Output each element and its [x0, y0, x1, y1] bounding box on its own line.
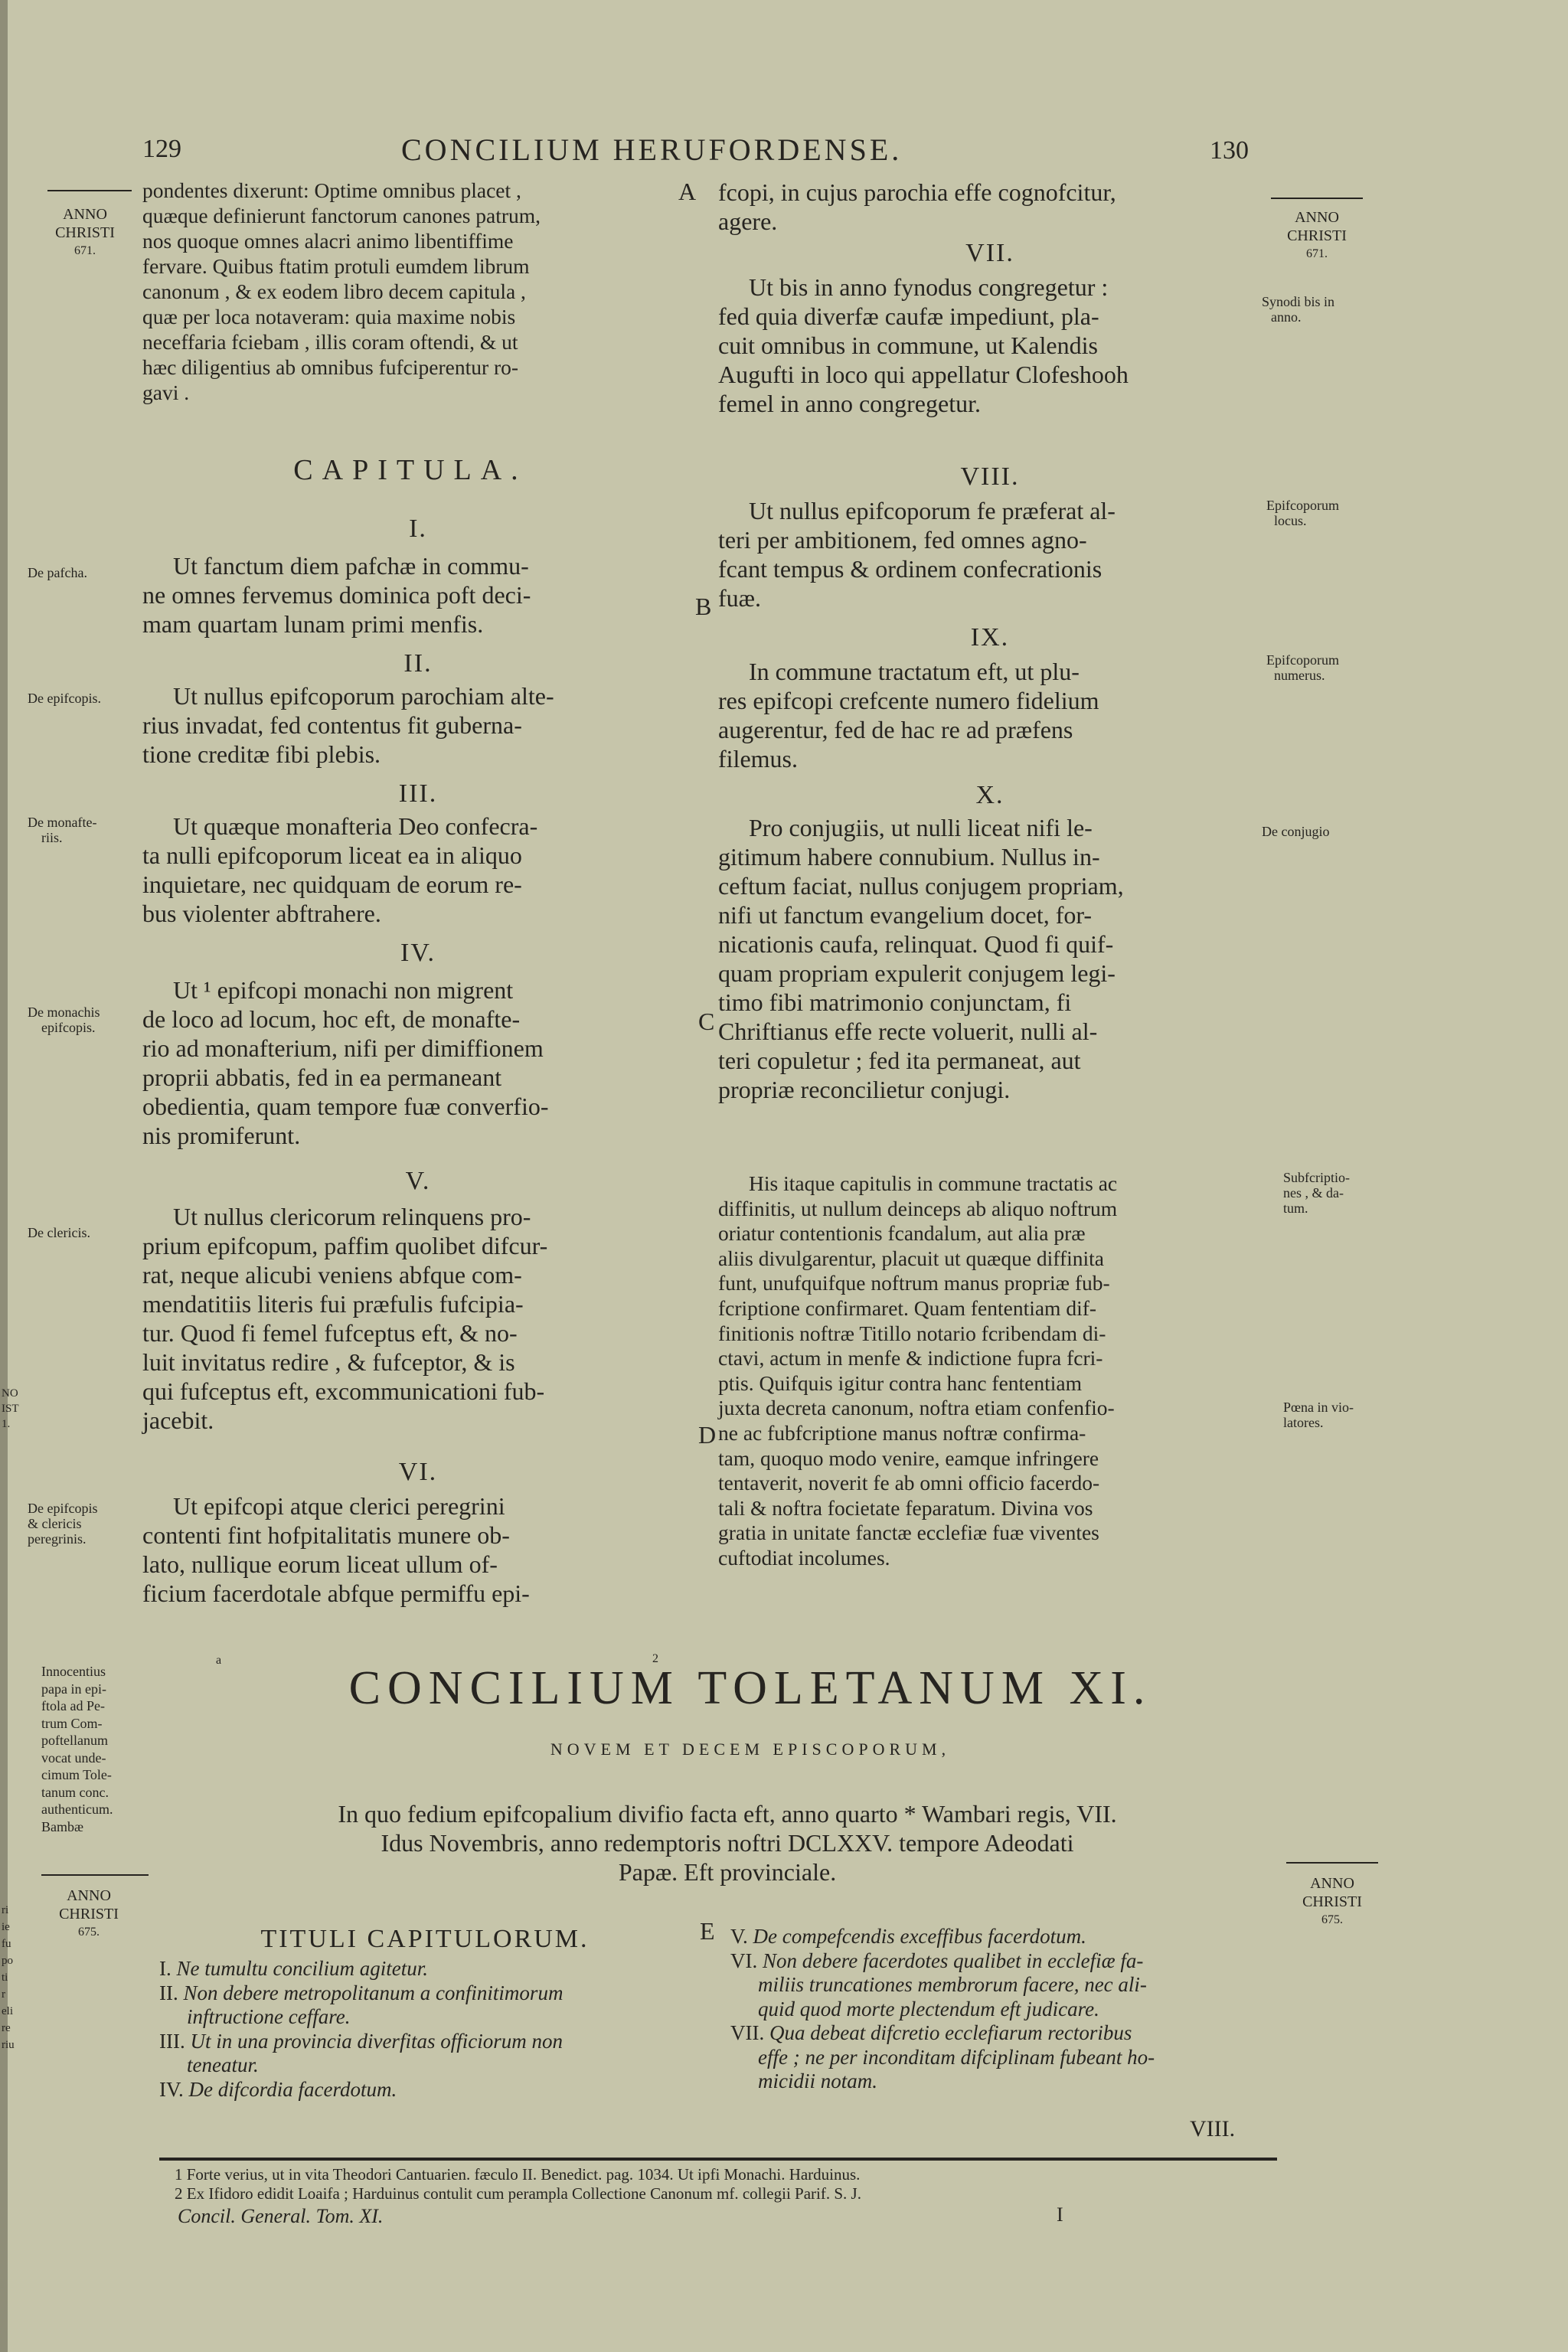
- footnotes: [175, 2165, 1292, 2203]
- footnote-2: 2 Ex Ifidoro edidit Loaifa ; Harduinus contulit cum perampla Collectione Canonum mf. collegii Parif. S. J.: [175, 2184, 861, 2203]
- chapter-4-text: Ut ¹ epifcopi monachi non migrent de loco ad locum, hoc eft, de monafte- rio ad monafterium, nifi per dimiffionem proprii abbatis, fed in ea permaneant obedientia, quam tempore fuæ converfio- nis promiferunt.: [142, 976, 549, 1149]
- tituli-list-right: V. De compefcendis exceffibus facerdotum. VI. Non debere facerdotes qualibet in ecclefiæ fa- miliis truncationes membrorum facere, nec ali- quid quod morte plectendum eft judicare. VII. Qua debeat difcretio ecclefiarum rectoribus effe ; ne per inconditam difciplinam fubeant ho- micidii notam.: [730, 1925, 1282, 2094]
- toletanum-subtitle: NOVEM ET DECEM EPISCOPORUM,: [550, 1740, 951, 1759]
- chapter-number-6: VI.: [398, 1458, 438, 1486]
- center-letter-c: C: [698, 1008, 715, 1035]
- toletanum-description: In quo fedium epifcopalium divifio facta eft, anno quarto * Wambari regis, VII. Idus Novembris, anno redemptoris noftri DCLXXV. tempore Adeodati Papæ. Eft provinciale.: [338, 1800, 1117, 1886]
- tituli-list-left: I. Ne tumultu concilium agitetur. II. Non debere metropolitanum a confinitimorum inftructione ceffare. III. Ut in una provincia diverfitas officiorum non teneatur. IV. De difcordia facerdotum.: [159, 1957, 710, 2102]
- titulus-3: III. Ut in una provincia diverfitas officiorum non: [159, 2029, 563, 2053]
- margin-anno-left-bottom: ANNO CHRISTI 675.: [59, 1887, 119, 1939]
- chapter-number-8: VIII.: [960, 462, 1020, 491]
- margin-rule-right-top: [1271, 198, 1363, 199]
- titulus-2: II. Non debere metropolitanum a confinitimorum: [159, 1981, 564, 2004]
- toletanum-title: CONCILIUM TOLETANUM XI.: [348, 1662, 1152, 1714]
- left-intro: pondentes dixerunt: Optime omnibus placet , quæque definierunt fanctorum canones patrum, nos quoque omnes alacri animo libentiffime fervare. Quibus ftatim protuli eumdem librum canonum , & ex eodem libro decem capitula , quæ per loca notaveram: quia maxime nobis neceffaria fciebam , illis coram oftendi, & ut hæc diligentius ab omnibus fufciperentur ro- gavi .: [142, 178, 541, 404]
- right-page-number: 130: [1210, 136, 1249, 165]
- titulus-5: V. De compefcendis exceffibus facerdotum.: [730, 1925, 1086, 1948]
- chapter-3-text: Ut quæque monafteria Deo confecra- ta nulli epifcoporum liceat ea in aliquo inquietare, nec quidquam de eorum re- bus violenter abftrahere.: [142, 812, 538, 927]
- footnote-1: 1 Forte verius, ut in vita Theodori Cantuarien. fæculo II. Benedict. pag. 1034. Ut ipfi Monachi. Harduinus.: [175, 2165, 861, 2184]
- margin-note-poena: Pœna in vio- latores.: [1283, 1400, 1354, 1430]
- chapter-number-7: VII.: [965, 239, 1014, 267]
- capitula-heading: CAPITULA.: [293, 454, 528, 486]
- margin-anno-right-top: ANNO CHRISTI 671.: [1287, 209, 1347, 260]
- chapter-number-9: IX.: [970, 623, 1010, 652]
- chapter-2-text: Ut nullus epifcoporum parochiam alte- rius invadat, fed contentus fit guberna- tione creditæ fibi plebis.: [142, 682, 554, 768]
- chapter-7-text: Ut bis in anno fynodus congregetur : fed quia diverfæ caufæ impediunt, pla- cuit omnibus in commune, ut Kalendis Augufti in loco qui appellatur Clofeshooh femel in anno congregetur.: [718, 273, 1129, 417]
- center-letter-d: D: [698, 1421, 717, 1449]
- center-letter-a: A: [678, 178, 697, 205]
- margin-note-clericis: De clericis.: [28, 1225, 90, 1240]
- running-header: CONCILIUM HERUFORDENSE.: [401, 132, 903, 167]
- margin-rule-left-bottom: [41, 1874, 149, 1876]
- margin-note-conjugio: De conjugio: [1262, 824, 1330, 839]
- chapter-number-5: V.: [405, 1167, 431, 1195]
- facing-page-fragment: NO IST 1.: [2, 1387, 19, 1430]
- chapter-9-text: In commune tractatum eft, ut plu- res epifcopi crefcente numero fidelium augerentur, fed de hac re ad præfens filemus.: [718, 658, 1099, 773]
- catchword: VIII.: [1190, 2116, 1236, 2141]
- chapter-number-2: II.: [403, 649, 433, 678]
- chapter-8-text: Ut nullus epifcoporum fe præferat al- teri per ambitionem, fed omnes agno- fcant tempus & ordinem confecrationis fuæ.: [718, 497, 1116, 612]
- gathering-signature: I: [1057, 2203, 1063, 2226]
- chapter-number-1: I.: [409, 514, 427, 543]
- right-intro: fcopi, in cujus parochia effe cognofcitur, agere.: [718, 178, 1116, 235]
- volume-signature: Concil. General. Tom. XI.: [178, 2205, 384, 2227]
- titulus-1: I. Ne tumultu concilium agitetur.: [159, 1957, 428, 1980]
- margin-rule-left-top: [47, 190, 132, 191]
- note-mark-title-left: a: [216, 1654, 222, 1667]
- chapter-6-text: Ut epifcopi atque clerici peregrini contenti fint hofpitalitatis munere ob- lato, nullique eorum liceat ullum of- ficium facerdotale abfque permiffu epi-: [142, 1492, 530, 1607]
- closing-paragraph: His itaque capitulis in commune tractatis ac diffinitis, ut nullum deinceps ab aliquo noftrum oriatur contentionis fcandalum, aut alia præ aliis divulgarentur, placuit ut quæque diffinita funt, unufquifque noftrum manus propriæ fub- fcriptione confirmaret. Quam fententiam dif- finitionis noftræ Titillo notario fcribendam di- ctavi, actum in menfe & indictione fupra fcri- ptis. Quifquis igitur contra hanc fententiam juxta decreta canonum, noftra etiam confenfio- ne ac fubfcriptione manus noftræ confirma- tam, quoquo modo venire, eamque infringere tentaverit, noverit fe ab omni officio facerdo- tali & noftra focietate feparatum. Divina vos gratia in unitate fanctæ ecclefiæ fuæ viventes cuftodiat incolumes.: [718, 1171, 1118, 1570]
- chapter-5-text: Ut nullus clericorum relinquens pro- prium epifcopum, paffim quolibet difcur- rat, neque alicubi veniens abfque com- mendatitiis literis fui præfulis fufcipia- tur. Quod fi femel fufceptus eft, & no- luit invitatus redire , & fufceptor, & is qui fufceptus eft, excommunicationi fub- jacebit.: [142, 1203, 548, 1434]
- margin-anno-left-top: ANNO CHRISTI 671.: [55, 206, 115, 257]
- titulus-4: IV. De difcordia facerdotum.: [159, 2077, 397, 2101]
- margin-note-episcoporum-locus: Epifcoporum locus.: [1266, 498, 1339, 528]
- margin-note-pascha: De pafcha.: [28, 565, 87, 580]
- margin-note-monachis: De monachis epifcopis.: [28, 1004, 100, 1035]
- margin-note-monasteriis: De monafte- riis.: [28, 815, 97, 845]
- margin-note-innocentius: Innocentius papa in epi- ftola ad Pe- trum Com- poftellanum vocat unde- cimum Tole- tanum conc. authenticum. Bambæ: [41, 1664, 113, 1834]
- titulus-6: VI. Non debere facerdotes qualibet in ecclefiæ fa-: [730, 1949, 1144, 1972]
- facing-page-fragment-lower: ri ie fu po ti r eli re riu: [2, 1904, 15, 2051]
- margin-note-episcopis: De epifcopis.: [28, 691, 101, 706]
- margin-note-subscriptio: Subfcriptio- nes , & da- tum.: [1283, 1170, 1350, 1216]
- margin-note-peregrinis: De epifcopis & clericis peregrinis.: [28, 1501, 98, 1547]
- note-mark-title-right: 2: [652, 1652, 658, 1665]
- chapter-number-3: III.: [398, 779, 438, 808]
- footnote-rule: [159, 2158, 1277, 2161]
- center-letter-b: B: [695, 593, 712, 620]
- tituli-heading: TITULI CAPITULORUM.: [260, 1925, 590, 1953]
- margin-anno-right-bottom: ANNO CHRISTI 675.: [1302, 1875, 1362, 1926]
- chapter-number-10: X.: [975, 781, 1004, 809]
- titulus-7: VII. Qua debeat difcretio ecclefiarum rectoribus: [730, 2021, 1132, 2044]
- left-page-number: 129: [142, 135, 181, 163]
- margin-note-synodi: Synodi bis in anno.: [1262, 294, 1335, 325]
- chapter-number-4: IV.: [400, 939, 436, 967]
- center-letter-e: E: [700, 1917, 715, 1945]
- chapter-1-text: Ut fanctum diem pafchæ in commu- ne omnes fervemus dominica poft deci- mam quartam lunam primi menfis.: [142, 552, 531, 638]
- chapter-10-text: Pro conjugiis, ut nulli liceat nifi le- gitimum habere connubium. Nullus in- ceftum faciat, nullus conjugem propriam, nifi ut fanctum evangelium docet, for- nicationis caufa, relinquat. Quod fi quif- quam propriam expulerit conjugem legi- timo fibi matrimonio conjunctam, fi Chriftianus effe recte voluerit, nulli al- teri copuletur ; fed ita permaneat, aut propriæ reconcilietur conjugi.: [718, 814, 1124, 1103]
- margin-note-episcoporum-numerus: Epifcoporum numerus.: [1266, 652, 1339, 683]
